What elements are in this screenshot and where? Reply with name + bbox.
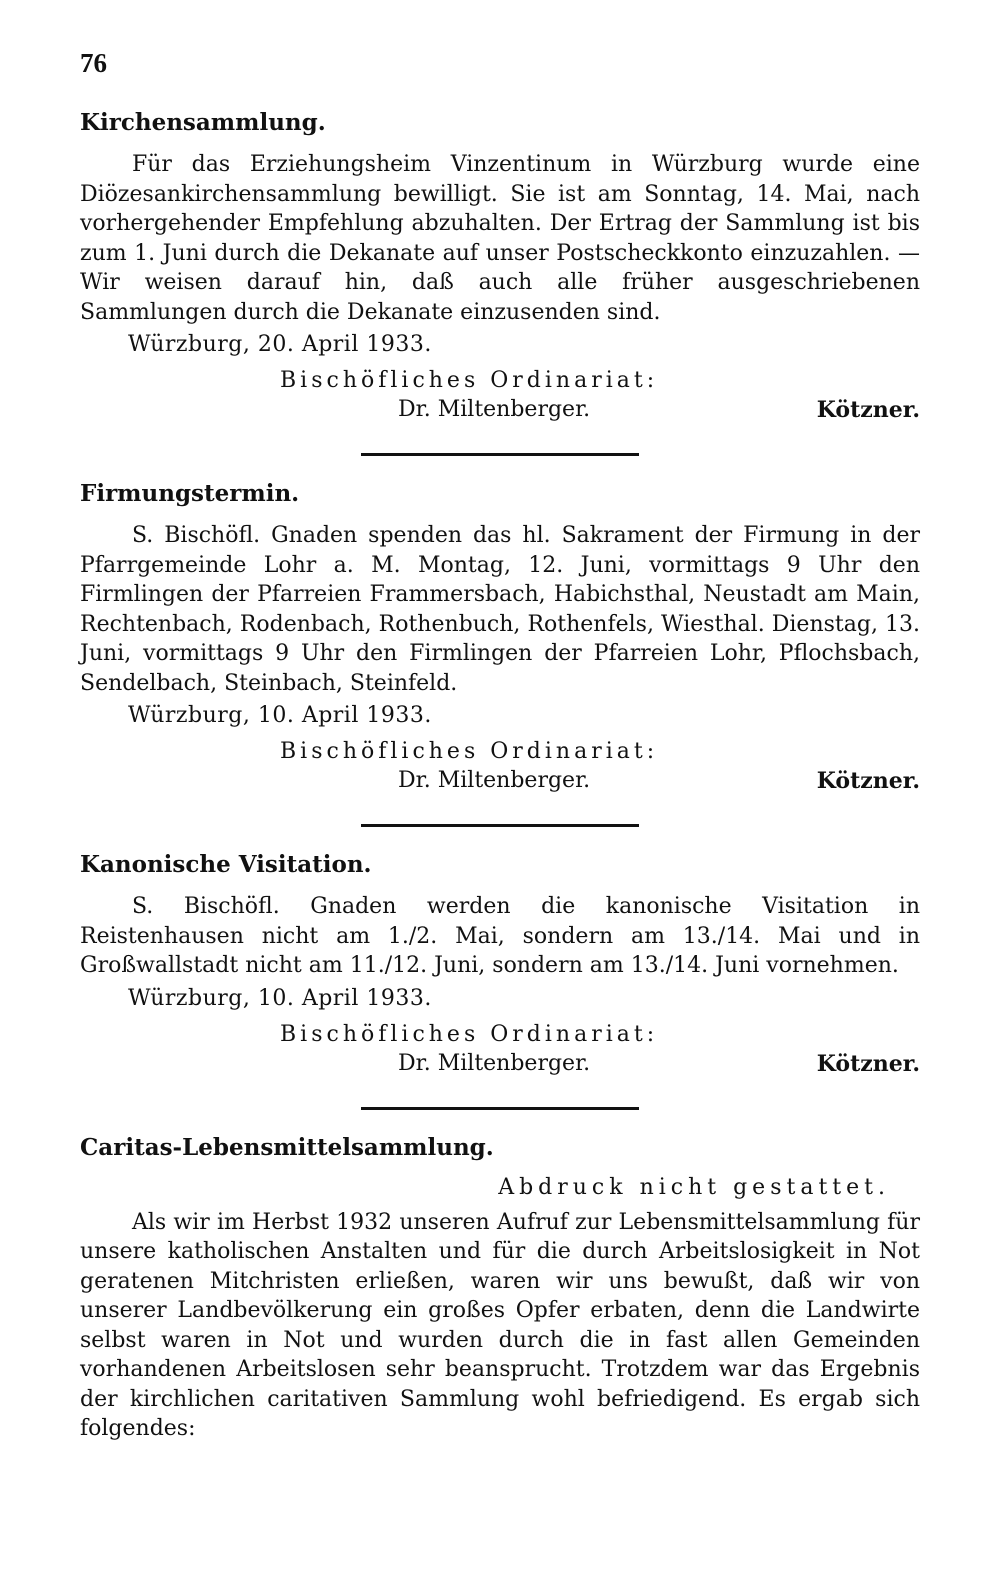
signatory-name: Dr. Miltenberger. xyxy=(398,768,591,793)
section-caritas-lebensmittelsammlung xyxy=(80,1134,920,1444)
signature-office: Bischöfliches Ordinariat: xyxy=(280,739,659,764)
signature-row xyxy=(80,1051,920,1085)
cosignatory-name: Kötzner. xyxy=(816,1050,920,1077)
section-firmungstermin xyxy=(80,480,920,802)
section-divider xyxy=(361,453,639,456)
signatory-name: Dr. Miltenberger. xyxy=(398,1050,591,1076)
section-heading: Kanonische Visitation. xyxy=(80,851,372,878)
cosignatory-name: Kötzner. xyxy=(816,397,920,423)
section-kirchensammlung xyxy=(80,109,920,431)
section-heading: Kirchensammlung. xyxy=(80,109,326,136)
place-date: Würzburg, 20. April 1933. xyxy=(128,332,432,357)
reprint-notice: Abdruck nicht gestattet. xyxy=(498,1174,890,1200)
signature-office: Bischöfliches Ordinariat: xyxy=(280,1021,659,1047)
section-kanonische-visitation xyxy=(80,851,920,1085)
page-number: 76 xyxy=(80,48,107,78)
signature-row xyxy=(80,397,920,431)
section-heading: Firmungstermin. xyxy=(80,480,300,507)
section-paragraph: Für das Erziehungsheim Vinzentinum in Würzburg wurde eine Diözesankirchensammlung bewilligt. Sie ist am Sonntag, 14. Mai, nach vorhergehender Empfehlung abzuhalten. Der Ertrag der Sammlung ist bis zum 1. Juni durch die Dekanate auf unser Postscheckkonto einzuzahlen. — Wir weisen darauf hin, daß auch alle früher ausgeschriebenen Sammlungen durch die Dekanate einzusenden sind. xyxy=(80,152,920,325)
signature-row xyxy=(80,768,920,802)
place-date: Würzburg, 10. April 1933. xyxy=(128,985,432,1011)
section-paragraph: S. Bischöfl. Gnaden spenden das hl. Sakrament der Firmung in der Pfarrgemeinde Lohr a. M. Montag, 12. Juni, vormittags 9 Uhr den Firmlingen der Pfarreien Frammersbach, Habichsthal, Neustadt am Main, Rechtenbach, Rodenbach, Rothenbuch, Rothenfels, Wiesthal. Dienstag, 13. Juni, vormittags 9 Uhr den Firmlingen der Pfarreien Lohr, Pflochsbach, Sendelbach, Steinbach, Steinfeld. xyxy=(80,523,920,696)
section-paragraph: Als wir im Herbst 1932 unseren Aufruf zur Lebensmittelsammlung für unsere katholischen Anstalten und für die durch Arbeitslosigkeit in Not geratenen Mitchristen erließen, waren wir uns bewußt, daß wir von unserer Landbevölkerung ein großes Opfer erbaten, denn die Landwirte selbst waren in Not und wurden durch die in fast allen Gemeinden vorhandenen Arbeitslosen sehr beansprucht. Trotzdem war das Ergebnis der kirchlichen caritativen Sammlung wohl befriedigend. Es ergab sich folgendes: xyxy=(80,1209,920,1441)
signatory-name: Dr. Miltenberger. xyxy=(398,397,591,422)
section-paragraph: S. Bischöfl. Gnaden werden die kanonische Visitation in Reistenhausen nicht am 1./2. Mai, sondern am 13./14. Mai und in Großwallstadt nicht am 11./12. Juni, sondern am 13./14. Juni vornehmen. xyxy=(80,894,920,978)
signature-office: Bischöfliches Ordinariat: xyxy=(280,368,659,393)
cosignatory-name: Kötzner. xyxy=(816,768,920,794)
section-divider xyxy=(361,1107,639,1110)
section-divider xyxy=(361,824,639,827)
place-date: Würzburg, 10. April 1933. xyxy=(128,703,432,728)
section-heading: Caritas-Lebensmittelsammlung. xyxy=(80,1133,494,1161)
